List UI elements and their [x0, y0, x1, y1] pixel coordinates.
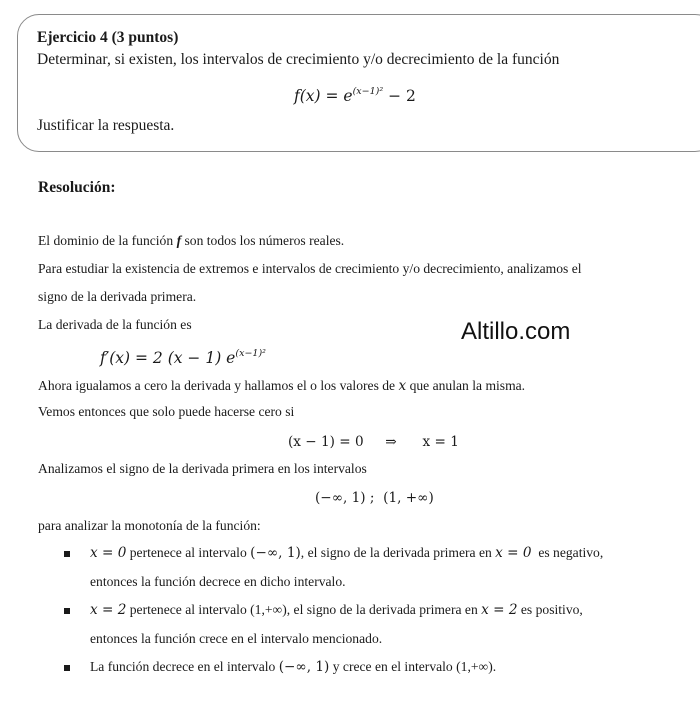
bullet-2-line-1	[90, 602, 583, 618]
bullet-1-line-2: entonces la función decrece en dicho intervalo.	[90, 574, 346, 589]
paragraph-monotony: para analizar la monotonía de la función:	[38, 518, 261, 533]
exercise-justify: Justificar la respuesta.	[37, 117, 175, 134]
exercise-statement: Determinar, si existen, los intervalos de crecimiento y/o decrecimiento de la función	[37, 51, 560, 68]
bullet-3-text-b: y crece en el intervalo (1,+∞).	[329, 659, 497, 674]
equal-zero-x: x	[398, 378, 407, 394]
bullet-2-line-2: entonces la función crece en el intervalo mencionado.	[90, 631, 383, 646]
bullet-2-math-c: x = 2	[481, 602, 518, 618]
paragraph-study: Para estudiar la existencia de extremos e intervalos de crecimiento y/o decrecimiento, analizamos el	[38, 261, 582, 276]
bullet-1-text-a: pertenece al intervalo	[126, 545, 251, 560]
bullet-marker	[64, 551, 70, 557]
bullet-1-text-b: , el signo de la derivada primera en	[300, 545, 496, 560]
bullet-1-line-1	[90, 545, 603, 561]
equation-zero: (x − 1) = 0 ⇒ x = 1	[288, 434, 459, 450]
paragraph-equal-zero	[38, 378, 525, 394]
paragraph-analyze: Analizamos el signo de la derivada primera en los intervalos	[38, 461, 367, 476]
formula-tail: − 2	[383, 87, 416, 105]
derivative-exponent: (x−1)²	[235, 348, 266, 359]
formula-lhs: f(x) = e	[294, 87, 353, 105]
paragraph-derivative: La derivada de la función es	[38, 317, 192, 332]
function-formula	[294, 86, 416, 105]
bullet-1-math-c: x = 0	[495, 545, 532, 561]
derivative-lhs: f′(x) = 2 (x − 1) e	[100, 349, 236, 367]
domain-f: f	[176, 233, 182, 248]
bullet-1-math-a: x = 0	[90, 545, 127, 561]
bullet-1-math-b: (−∞, 1)	[250, 545, 301, 561]
bullet-3-math-a: (−∞, 1)	[278, 659, 330, 675]
bullet-2-text-a: pertenece al intervalo (1,+∞), el signo de la derivada primera en	[126, 602, 482, 617]
equal-zero-text-a: Ahora igualamos a cero la derivada y hallamos el o los valores de	[38, 378, 399, 393]
bullet-3-line-1	[90, 659, 496, 675]
bullet-marker	[64, 665, 70, 671]
derivative-formula	[100, 348, 266, 367]
equal-zero-text-b: que anulan la misma.	[406, 378, 526, 393]
resolution-heading: Resolución:	[38, 179, 116, 196]
paragraph-zero-if: Vemos entonces que solo puede hacerse cero si	[38, 404, 295, 419]
intervals-formula: (−∞, 1) ; (1, +∞)	[315, 490, 434, 506]
bullet-marker	[64, 608, 70, 614]
bullet-3-text-a: La función decrece en el intervalo	[90, 659, 279, 674]
paragraph-sign: signo de la derivada primera.	[38, 289, 197, 304]
domain-text-a: El dominio de la función	[38, 233, 177, 248]
bullet-2-math-a: x = 2	[90, 602, 127, 618]
domain-text-b: son todos los números reales.	[181, 233, 345, 248]
bullet-1-text-c: es negativo,	[531, 545, 604, 560]
bullet-2-text-c: es positivo,	[517, 602, 583, 617]
formula-exponent: (x−1)²	[352, 86, 384, 97]
paragraph-domain	[38, 233, 344, 249]
watermark: Altillo.com	[461, 318, 571, 345]
exercise-title: Ejercicio 4 (3 puntos)	[37, 29, 179, 46]
